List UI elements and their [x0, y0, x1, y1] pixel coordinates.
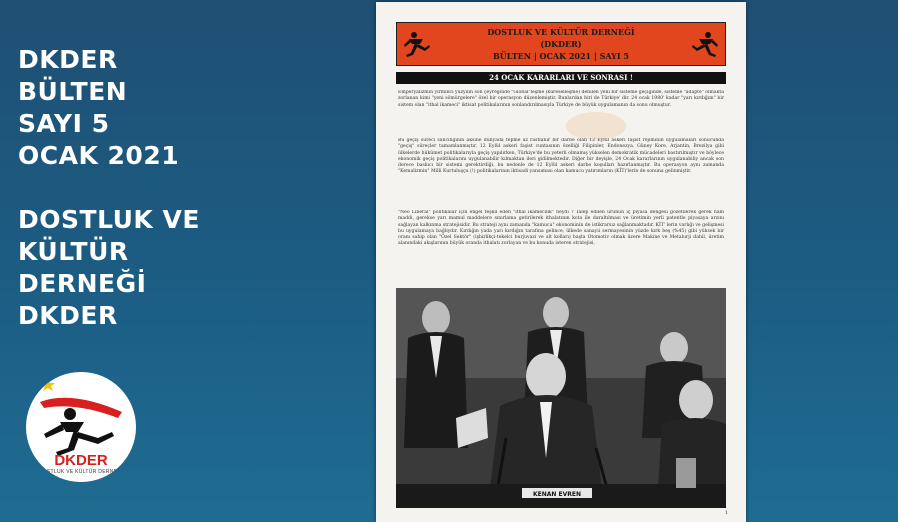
- side-title-line: DKDER: [18, 45, 118, 74]
- article-title: 24 OCAK KARARLARI VE SONRASI !: [396, 72, 726, 84]
- photo-illustration: [396, 288, 726, 508]
- article-paragraph: "Neo Liberal" politikalar için engel teşkil eden "ithal ikamecilik" neydi ? Talep edilen ürünün iç piyasa dengesi gözetilerek gerek ham maddi, gerekse yarı mamul maddelere sınırlama getirilerek ithalatının kota ile daraltılması ve üretimin yerli patentle piyasaya arzını sağlayan kalkınma stratejisidir. Bu strateji aynı zamanda "kamucu" ekonominin de istikrarsız sağlanmaktadır. KİT' lerin varlığı ve gelişmesi bu uygulamaya bağlıydır. Kırdığın yada yarı kırdığın tarafına gelince, ülkede sanayii sermayesinin yüzde kırk beş (%45) gibi yüksek bir oranı sahip olan "Özel Sektör" (işbirlikçi-tekelci burjuvazi ve alt kolları) başta Otomotiv olmak üzere Makine ve Metalurji dahil, üretim alanındaki akışlarının büyük oranda ithalatı zorlayan ve bu konuda isteren stratejisi,: [398, 210, 724, 247]
- dancer-left-icon: [403, 29, 431, 61]
- logo-subtitle: DOSTLUK VE KÜLTÜR DERNEĞİ: [38, 469, 124, 475]
- org-title-line: KÜLTÜR: [18, 237, 129, 266]
- logo-name: DKDER: [54, 452, 108, 469]
- header-issue: BÜLTEN | OCAK 2021 | SAYI 5: [493, 51, 629, 61]
- dkder-logo: [26, 372, 136, 482]
- page-number: 1: [724, 510, 728, 516]
- document-page: [376, 2, 746, 522]
- org-title-line: DERNEĞİ: [18, 269, 147, 298]
- side-title-line: SAYI 5: [18, 109, 110, 138]
- article-paragraph: Bu geçiş süreci sancılığının aksine dünyada tepme az rastlanır bir darbe olan 12 Eylül askeri faşist rejiminin uygulamaları sonucunda "geçiş" süreçler tamamlanmıştır. 12 Eylül askeri faşist cuntasının özelliği Filipinler, Endonezya, Güney Kore, Arjantin, Brezilya gibi ülkelerde hükümet politikalarıyla geçiş yapılırken, Türkiye'de bu yeterli olmamış yükselen demokratik mücadeleri bastırılmıştır ve böylece ekonomik geçiş politikalarını uygulanabilir kılmaktan ileri gidilmektedir. Diğer bir deyişle, 24 Ocak kararlarının uygulanabiliy ancak son derece baskıcı bir sistemi gerektirdiği, bu nedenle de 12 Eylül askeri darbe koşulları hazırlanmıştır. Bu operasyon aynı zamanda "Kemalizmin" Milli Kurtuluşçu (!) politikalarının iktisadi yansıması olan kamucu yatırımların (KİT)'lerin de sonuna gelinmiştir.: [398, 138, 724, 175]
- dancer-right-icon: [691, 29, 719, 61]
- org-title-line: DOSTLUK VE: [18, 205, 200, 234]
- header-org-abbr: (DKDER): [540, 39, 582, 49]
- org-title-line: DKDER: [18, 301, 118, 330]
- side-title: [18, 44, 338, 332]
- side-title-line: OCAK 2021: [18, 141, 180, 170]
- nameplate: KENAN EVREN: [532, 491, 582, 498]
- side-title-line: BÜLTEN: [18, 77, 128, 106]
- header-org-name: DOSTLUK VE KÜLTÜR DERNEĞİ: [487, 27, 635, 37]
- bulletin-header: [396, 22, 726, 66]
- press-conference-photo: [396, 288, 726, 508]
- article-paragraph: Emperyalizmin yirminci yüzyılın son çeyreğinde "Global"leşme (küreselleşme) denilen yeni bir sisteme geçiğinde, sisteme "adapte" olmakta zorlanan kimi "yeni sömürgelere" özel bir operasyon düzenlemiştir. Bunlardan biri de Türkiye' dir. 24 ocak 1980' kadar "yarı kırdığım" bir sistem olan "ithal ikameci" iktisat politikalarının sonlandırılmasıyla Türkiye de büyük uygulamanın da sonu olmuştur.: [398, 90, 724, 108]
